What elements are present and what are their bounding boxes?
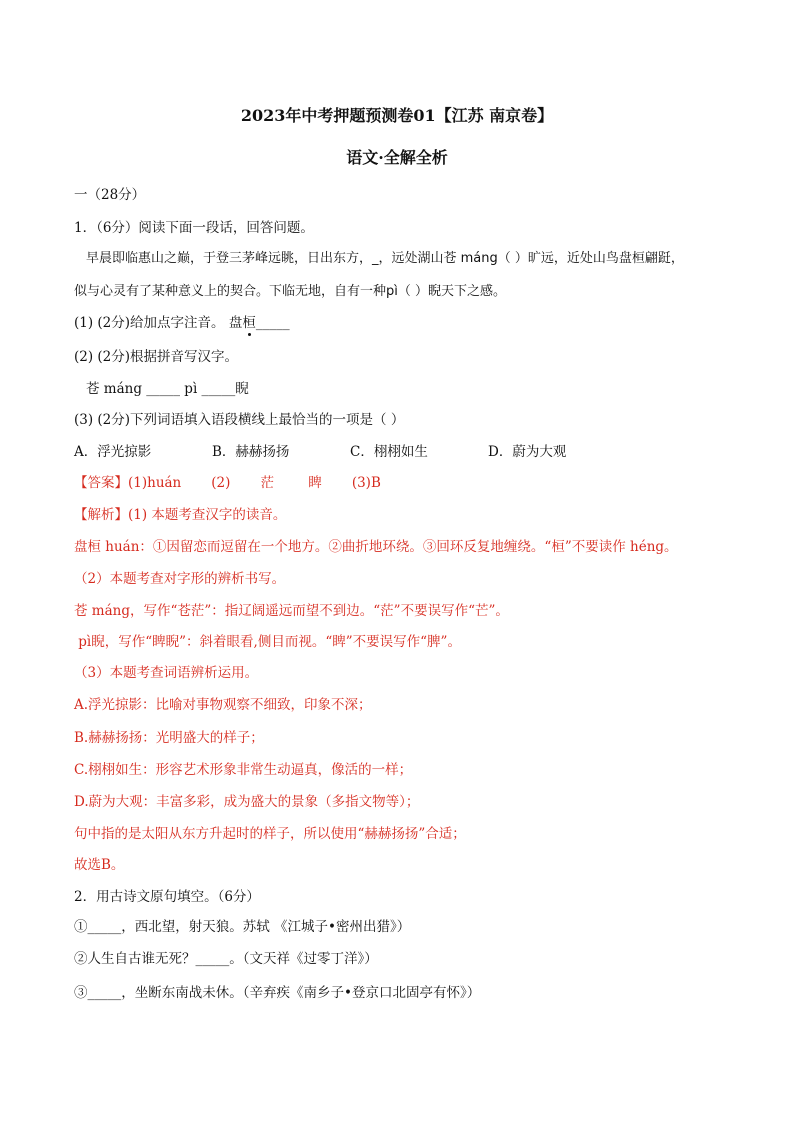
analysis-line-6: （3）本题考查词语辨析运用。 <box>74 665 259 681</box>
sub-question-1 <box>74 314 734 332</box>
answer-line: 【答案】(1)huán (2) 茫 睥 (3)B <box>74 475 381 491</box>
analysis-line-5: pì睨，写作“睥睨”：斜着眼看,侧目而视。“睥”不要误写作“脾”。 <box>74 634 461 650</box>
analysis-line-9: C.栩栩如生：形容艺术形象非常生动逼真，像活的一样； <box>74 762 413 778</box>
analysis-line-3: （2）本题考查对字形的辨析书写。 <box>74 571 286 587</box>
passage-line-2: 似与心灵有了某种意义上的契合。下临无地，自有一种pì（ ）睨天下之感。 <box>74 284 506 299</box>
sub-question-2-blanks: 苍 máng _____ pì _____睨 <box>86 381 249 397</box>
question-2-item-1: ①_____，西北望，射天狼。苏轼 《江城子•密州出猎》） <box>74 919 411 935</box>
passage-line-1: 早晨即临惠山之巅，于登三茅峰远眺，日出东方，_，远处湖山苍 máng（ ）旷远，近处山鸟盘桓翩跹， <box>86 251 684 266</box>
sub-question-2: (2) (2分)根据拼音写汉字。 <box>74 349 239 365</box>
option-b: B．赫赫扬扬 <box>212 444 290 460</box>
analysis-line-2: 盘桓 huán：①因留恋而逗留在一个地方。②曲折地环绕。③回环反复地缠绕。“桓”不要读作 héng。 <box>74 539 678 555</box>
option-a: A．浮光掠影 <box>74 444 152 460</box>
sub-question-3: (3) (2分)下列词语填入语段横线上最恰当的一项是（ ） <box>74 412 405 428</box>
section-heading: 一（28分） <box>74 187 146 203</box>
question-1-stem: 1．（6分）阅读下面一段话，回答问题。 <box>74 220 314 236</box>
answer-blank: _____ <box>255 315 290 331</box>
option-d: D．蔚为大观 <box>488 444 567 460</box>
analysis-line-10: D.蔚为大观：丰富多彩，成为盛大的景象（多指文物等）； <box>74 794 420 810</box>
question-2-item-2: ②人生自古谁无死？_____。（文天祥《过零丁洋》） <box>74 951 378 967</box>
document-title: 2023年中考押题预测卷01【江苏 南京卷】 <box>240 106 554 125</box>
options-row <box>74 443 734 461</box>
analysis-line-4: 苍 máng，写作“苍茫”：指辽阔遥远而望不到边。“茫”不要误写作“芒”。 <box>74 603 509 619</box>
analysis-line-11: 句中指的是太阳从东方升起时的样子，所以使用“赫赫扬扬”合适； <box>74 826 466 842</box>
analysis-line-12: 故选B。 <box>74 857 125 873</box>
analysis-line-1: 【解析】(1) 本题考查汉字的读音。 <box>74 507 287 523</box>
dotted-character: 桓 <box>242 315 256 331</box>
option-c: C．栩栩如生 <box>350 444 428 460</box>
question-2-item-3: ③_____，坐断东南战未休。（辛弃疾《南乡子•登京口北固亭有怀》） <box>74 985 481 1001</box>
sub-question-1-text: (1) (2分)给加点字注音。 盘 <box>74 315 243 331</box>
analysis-line-7: A.浮光掠影：比喻对事物观察不细致，印象不深； <box>74 697 372 713</box>
question-2-stem: 2．用古诗文原句填空。（6分） <box>74 889 260 905</box>
analysis-line-8: B.赫赫扬扬：光明盛大的样子； <box>74 730 264 746</box>
document-subtitle: 语文·全解全析 <box>346 148 448 167</box>
